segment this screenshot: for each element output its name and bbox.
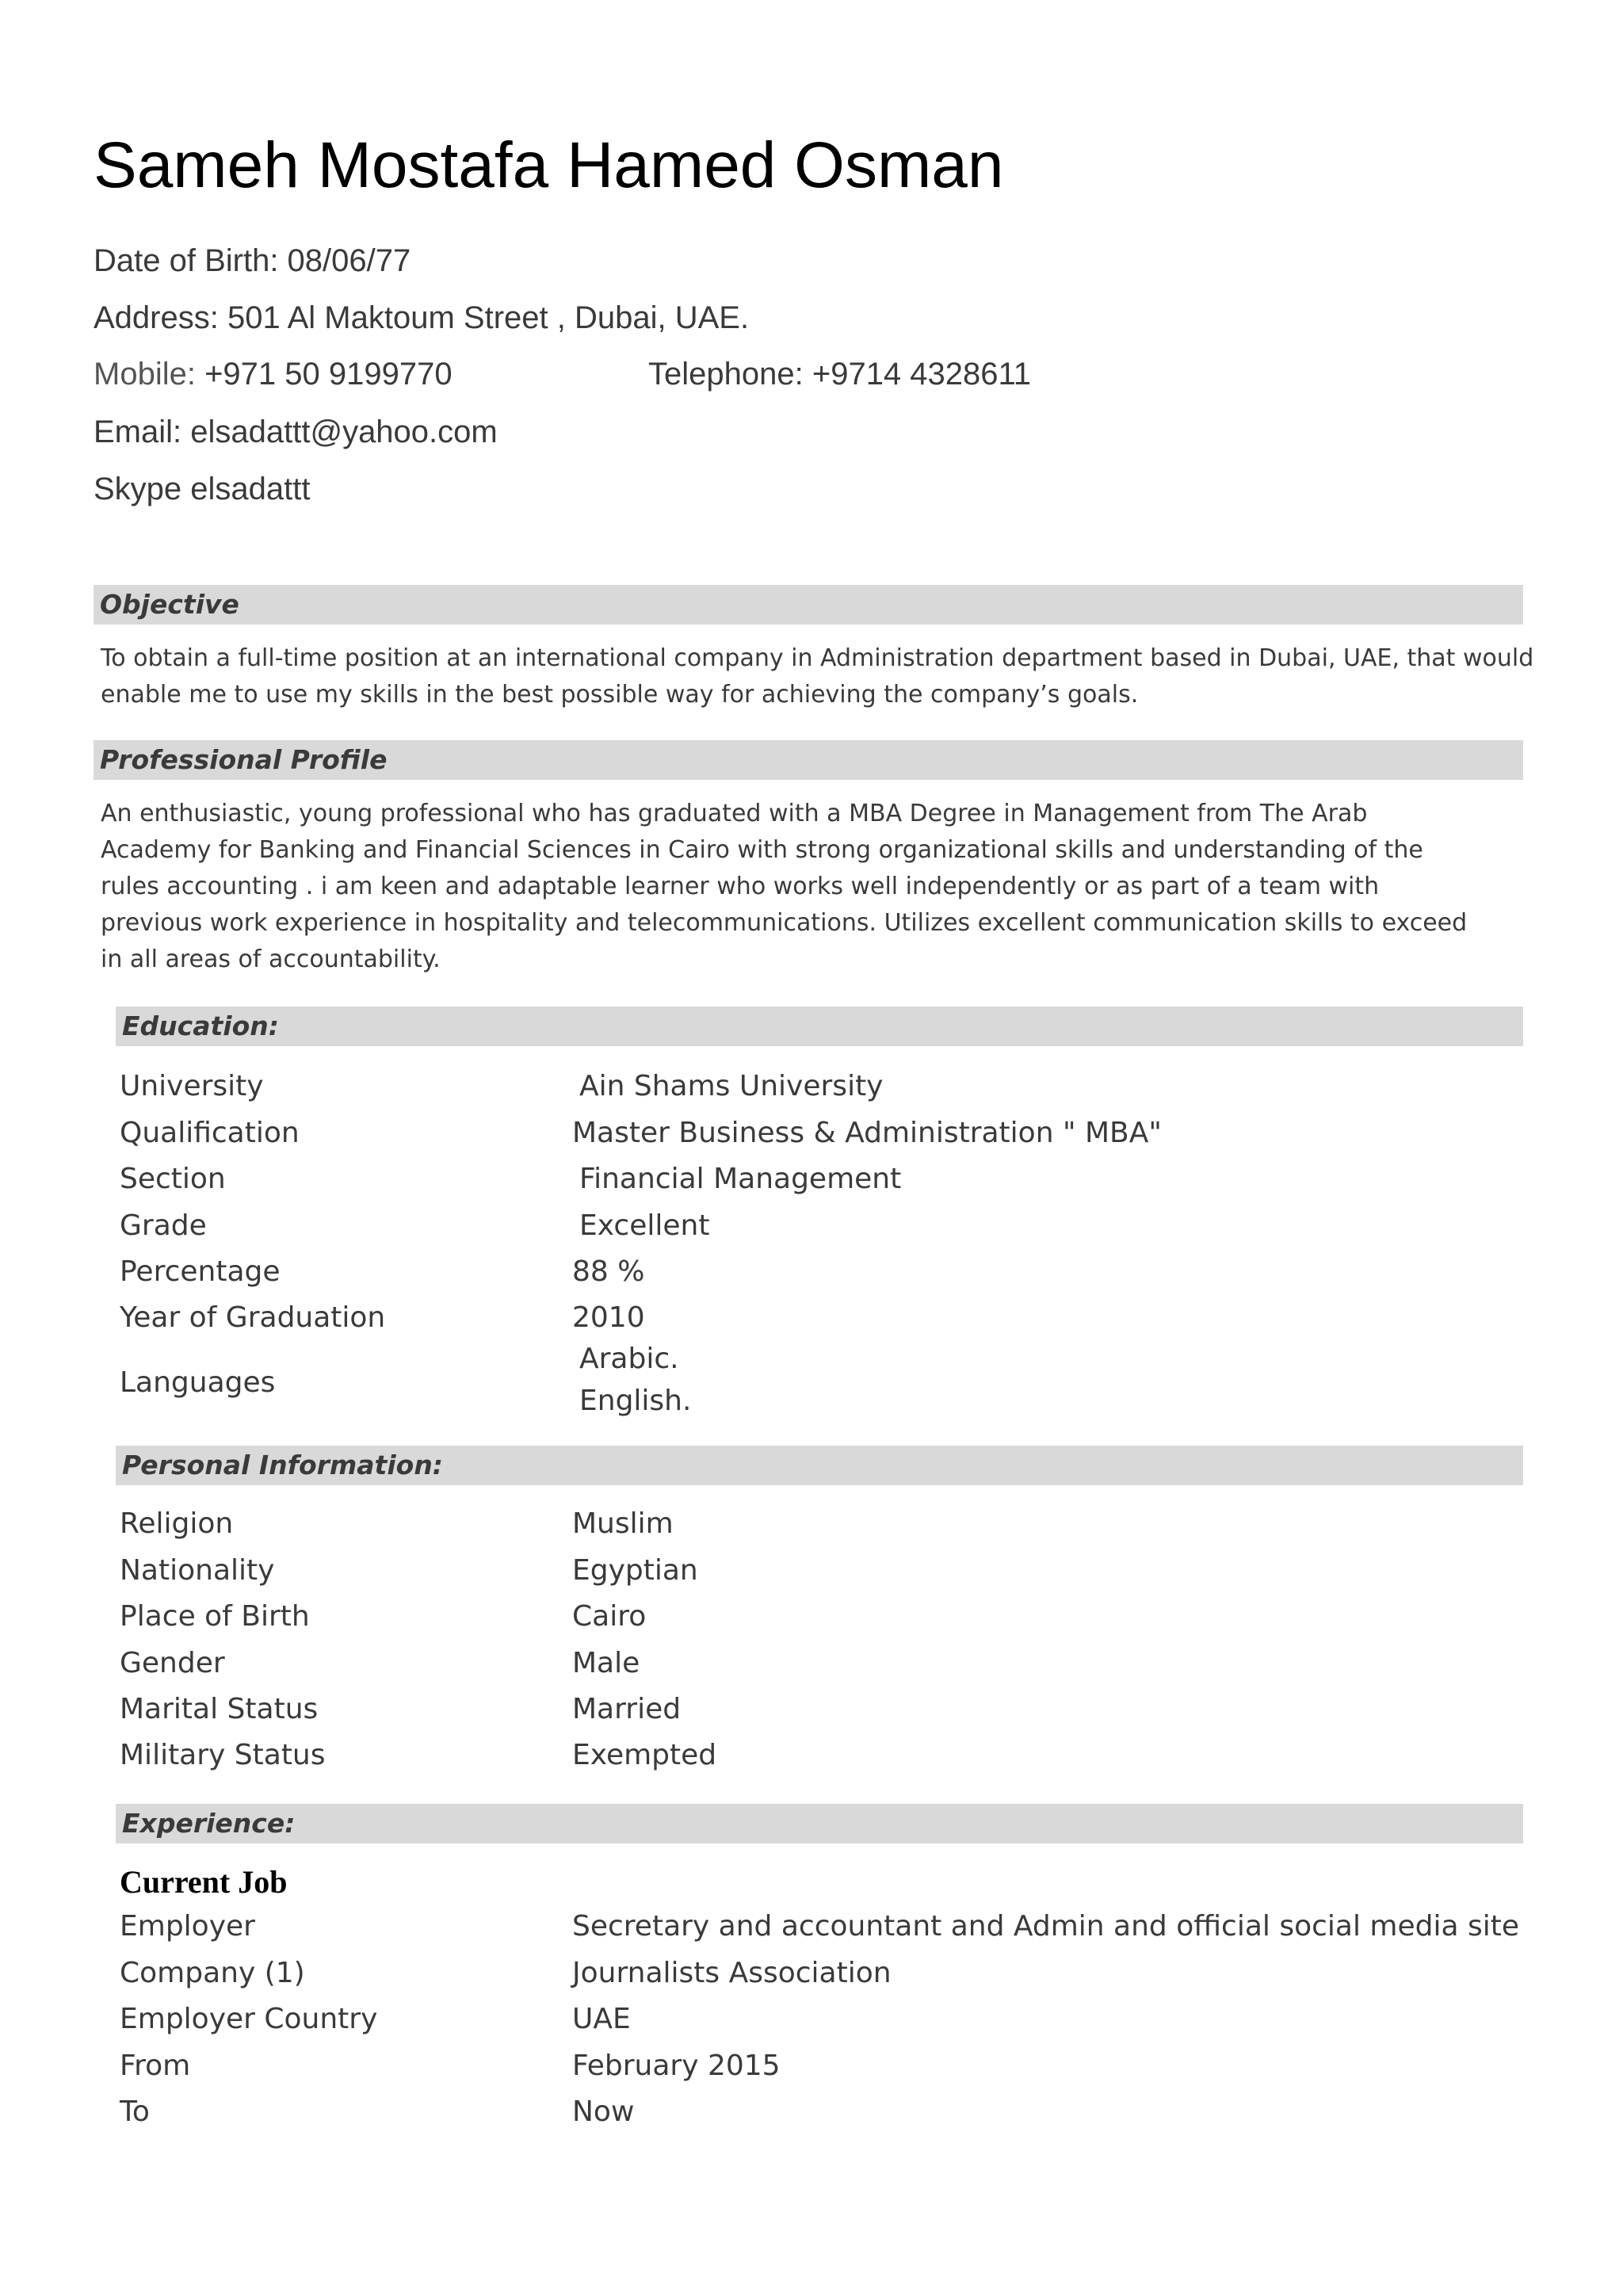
profile-line: rules accounting . i am keen and adaptable learner who works well independently or as part of a team with bbox=[101, 873, 1380, 900]
personal-value: Exempted bbox=[572, 1739, 717, 1771]
objective-text bbox=[101, 640, 1534, 713]
personal-value: Male bbox=[572, 1647, 640, 1679]
profile-line: in all areas of accountability. bbox=[101, 946, 441, 973]
objective-line: To obtain a full-time position at an international company in Administration department based in Dubai, UAE, that would bbox=[101, 644, 1534, 672]
profile-heading: Professional Profile bbox=[94, 740, 1523, 780]
education-value: Ain Shams University bbox=[579, 1070, 884, 1102]
experience-value: Secretary and accountant and Admin and official social media site bbox=[572, 1910, 1520, 1943]
experience-value: Now bbox=[572, 2095, 635, 2128]
profile-text bbox=[101, 796, 1527, 978]
education-value: Excellent bbox=[579, 1209, 710, 1242]
objective-line: enable me to use my skills in the best possible way for achieving the company’s goals. bbox=[101, 681, 1139, 709]
personal-value: Egyptian bbox=[572, 1554, 698, 1587]
language-item: Arabic. bbox=[579, 1343, 679, 1375]
mobile-value: +971 50 9199770 bbox=[204, 357, 453, 392]
experience-value: Journalists Association bbox=[572, 1957, 892, 1989]
education-label: Percentage bbox=[120, 1255, 281, 1288]
email: Email: elsadattt@yahoo.com bbox=[94, 415, 498, 449]
experience-label: Employer Country bbox=[120, 2003, 378, 2035]
mobile bbox=[94, 358, 453, 390]
personal-label: Marital Status bbox=[120, 1693, 319, 1725]
current-job-heading: Current Job bbox=[120, 1864, 288, 1900]
experience-value: UAE bbox=[572, 2003, 631, 2035]
experience-heading: Experience: bbox=[116, 1804, 1523, 1843]
education-label: University bbox=[120, 1070, 264, 1102]
personal-label: Religion bbox=[120, 1507, 234, 1540]
profile-line: Academy for Banking and Financial Sciences in Cairo with strong organizational skills and understanding of the bbox=[101, 836, 1423, 864]
telephone: Telephone: +9714 4328611 bbox=[648, 357, 1032, 392]
personal-label: Gender bbox=[120, 1647, 225, 1679]
personal-value: Cairo bbox=[572, 1600, 647, 1633]
education-value: 88 % bbox=[572, 1255, 645, 1288]
languages-label: Languages bbox=[120, 1366, 276, 1399]
education-label: Grade bbox=[120, 1209, 207, 1242]
profile-line: previous work experience in hospitality and telecommunications. Utilizes excellent communication skills to exceed bbox=[101, 909, 1468, 937]
education-label: Qualification bbox=[120, 1117, 300, 1149]
date-of-birth: Date of Birth: 08/06/77 bbox=[94, 243, 411, 278]
language-item: English. bbox=[579, 1385, 692, 1417]
skype: Skype elsadattt bbox=[94, 472, 311, 506]
education-label: Section bbox=[120, 1163, 226, 1195]
education-heading: Education: bbox=[116, 1007, 1523, 1046]
profile-line: An enthusiastic, young professional who has graduated with a MBA Degree in Management from The Arab bbox=[101, 800, 1368, 827]
personal-heading: Personal Information: bbox=[116, 1446, 1523, 1485]
education-value: Financial Management bbox=[579, 1163, 902, 1195]
experience-value: February 2015 bbox=[572, 2050, 781, 2082]
experience-label: Company (1) bbox=[120, 1957, 305, 1989]
address: Address: 501 Al Maktoum Street , Dubai, UAE. bbox=[94, 300, 750, 335]
experience-label: To bbox=[120, 2095, 150, 2128]
candidate-name: Sameh Mostafa Hamed Osman bbox=[94, 129, 1004, 201]
education-value: Master Business & Administration " MBA" bbox=[572, 1117, 1162, 1149]
education-value: 2010 bbox=[572, 1301, 645, 1334]
experience-label: From bbox=[120, 2050, 191, 2082]
objective-heading: Objective bbox=[94, 585, 1523, 625]
personal-value: Married bbox=[572, 1693, 682, 1725]
personal-label: Nationality bbox=[120, 1554, 275, 1587]
experience-label: Employer bbox=[120, 1910, 255, 1943]
personal-value: Muslim bbox=[572, 1507, 674, 1540]
personal-label: Place of Birth bbox=[120, 1600, 310, 1633]
education-label: Year of Graduation bbox=[120, 1301, 386, 1334]
personal-label: Military Status bbox=[120, 1739, 326, 1771]
mobile-label: Mobile: bbox=[94, 357, 205, 392]
